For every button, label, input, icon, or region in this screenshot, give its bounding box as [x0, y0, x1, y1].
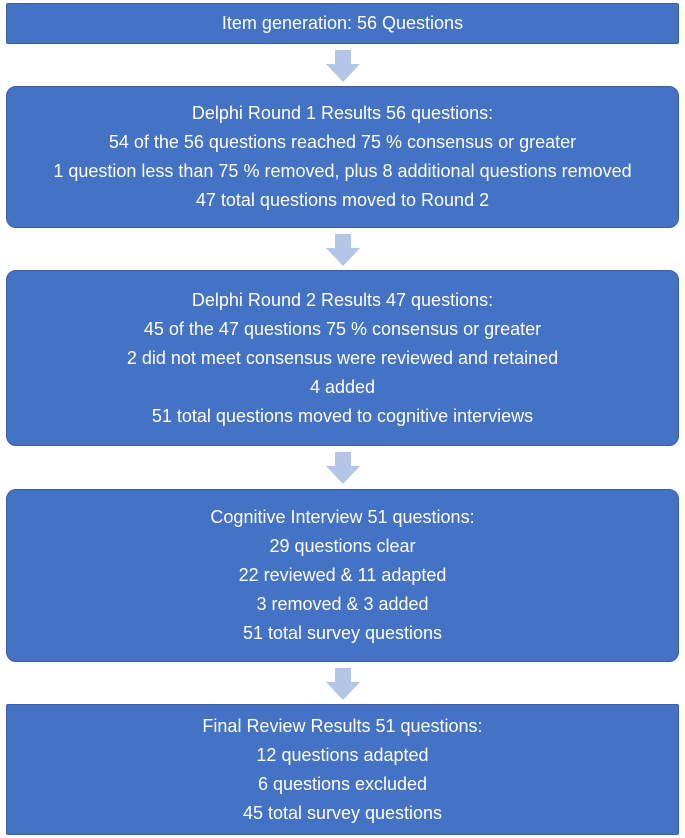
box-line: 3 removed & 3 added: [256, 594, 429, 614]
box-line: 22 reviewed & 11 adapted: [238, 565, 447, 585]
box-line: 4 added: [309, 376, 376, 397]
step-delphi-round-2: [6, 270, 679, 446]
box-line: 29 questions clear: [269, 536, 416, 556]
box-line: 45 total survey questions: [242, 802, 443, 823]
box-line: 47 total questions moved to Round 2: [195, 190, 490, 210]
box-line: 45 of the 47 questions 75 % consensus or greater: [143, 318, 542, 339]
box-line: 51 total questions moved to cognitive interviews: [151, 405, 534, 426]
down-arrow-icon: [326, 668, 360, 700]
box-line: 12 questions adapted: [256, 744, 429, 765]
box-title: Cognitive Interview 51 questions:: [210, 507, 475, 527]
down-arrow-icon: [326, 452, 360, 484]
box-line: 6 questions excluded: [257, 773, 428, 794]
box-title: Delphi Round 1 Results 56 questions:: [191, 103, 494, 123]
box-line: 1 question less than 75 % removed, plus 8 additional questions removed: [53, 161, 632, 181]
box-line: 51 total survey questions: [242, 623, 443, 643]
step-final-review: [6, 704, 679, 835]
box-title: Final Review Results 51 questions:: [202, 715, 483, 736]
down-arrow-icon: [326, 50, 360, 82]
step-item-generation: [6, 3, 679, 44]
box-line: 2 did not meet consensus were reviewed and retained: [126, 347, 559, 368]
box-title: Delphi Round 2 Results 47 questions:: [191, 289, 494, 310]
step-delphi-round-1: [6, 86, 679, 228]
down-arrow-icon: [326, 234, 360, 266]
step-cognitive-interview: [6, 489, 679, 662]
box-line: 54 of the 56 questions reached 75 % consensus or greater: [108, 132, 577, 152]
box-line: Item generation: 56 Questions: [221, 13, 464, 33]
